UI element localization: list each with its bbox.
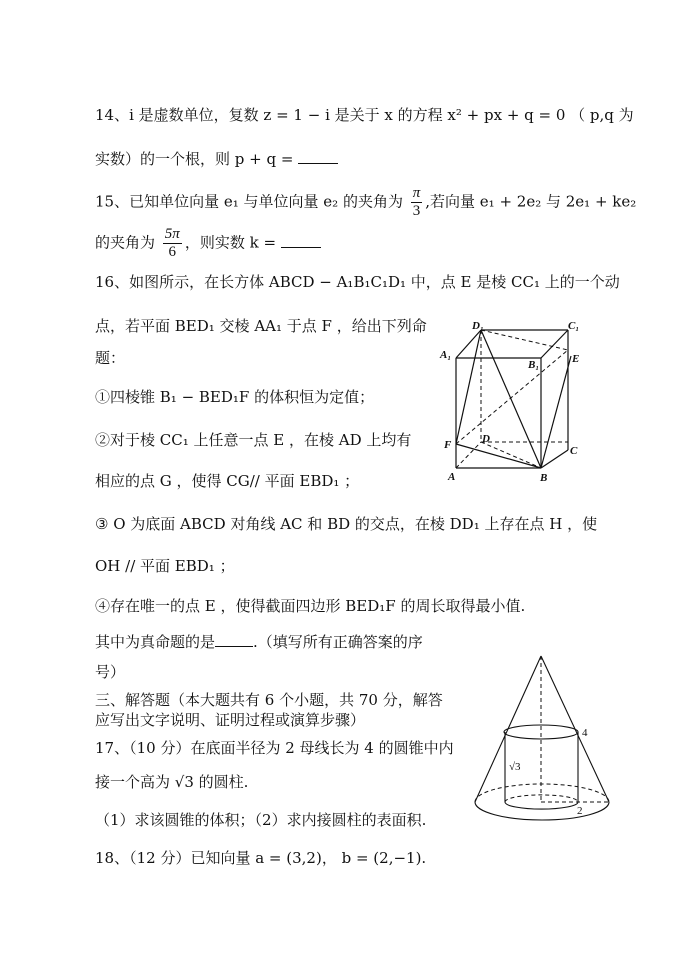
- q16-answer-line: [95, 632, 423, 652]
- q16-proposition-3b: OH // 平面 EBD₁ ；: [95, 557, 235, 575]
- q15-frac-pi-3: [411, 185, 423, 220]
- q16-proposition-1: ①四棱锥 B₁ − BED₁F 的体积恒为定值；: [95, 388, 375, 406]
- label-B: B: [540, 472, 548, 484]
- q16-line2: 点，若平面 BED₁ 交棱 AA₁ 于点 F ，给出下列命: [95, 317, 427, 335]
- label-A1: A₁: [440, 349, 452, 361]
- section3-heading-2: 应写出文字说明、证明过程或演算步骤）: [95, 711, 366, 729]
- label-B1: B₁: [528, 359, 540, 371]
- cone-slant-label: 4: [582, 727, 588, 739]
- q15-line1-b: ,若向量 e₁ + 2e₂ 与 2e₁ + ke₂: [425, 192, 637, 211]
- q15-line2: [95, 226, 321, 261]
- cone-radius-label: 2: [577, 805, 583, 817]
- q16-answer-blank: [215, 632, 253, 647]
- label-D: D: [482, 433, 490, 445]
- q17-line2: 接一个高为 √3 的圆柱.: [95, 773, 249, 791]
- label-F: F: [444, 439, 452, 451]
- q15-line1-a: 15、已知单位向量 e₁ 与单位向量 e₂ 的夹角为: [95, 192, 403, 211]
- q15-line1: [95, 185, 636, 220]
- q15-line2-b: ，则实数 k =: [184, 233, 281, 252]
- q15-frac2-den: 6: [168, 244, 177, 260]
- label-E: E: [572, 353, 580, 365]
- q15-answer-blank: [281, 233, 321, 248]
- q15-frac2-num: 5π: [164, 226, 180, 242]
- label-D1: D₁: [472, 320, 484, 332]
- q16-line1: 16、如图所示，在长方体 ABCD − A₁B₁C₁D₁ 中，点 E 是棱 CC₁ 上的一个动: [95, 273, 620, 291]
- label-C: C: [570, 445, 578, 457]
- q16-answer-line2: 号）: [95, 663, 126, 681]
- q14-answer-blank: [298, 149, 338, 164]
- q15-frac-5pi-6: [163, 226, 182, 261]
- cylinder-height-label: √3: [509, 761, 521, 773]
- q14-line1: 14、i 是虚数单位，复数 z = 1 − i 是关于 x 的方程 x² + px + q = 0 （ p,q 为: [95, 106, 634, 124]
- q17-line1: 17、（10 分）在底面半径为 2 母线长为 4 的圆锥中内: [95, 739, 454, 757]
- q18-line1: 18、（12 分）已知向量 a = (3,2)， b = (2,−1).: [95, 849, 427, 867]
- label-C1: C₁: [568, 320, 580, 332]
- q16-ans-b: .（填写所有正确答案的序: [253, 633, 423, 651]
- q16-line3: 题：: [95, 349, 126, 367]
- label-A: A: [448, 471, 456, 483]
- q16-proposition-3a: ③ O 为底面 ABCD 对角线 AC 和 BD 的交点，在棱 DD₁ 上存在点 H ，使: [95, 515, 598, 533]
- q16-ans-a: 其中为真命题的是: [95, 633, 216, 651]
- cone-figure: [470, 652, 625, 832]
- q15-line2-a: 的夹角为: [95, 233, 156, 252]
- q16-proposition-2b: 相应的点 G ，使得 CG// 平面 EBD₁ ；: [95, 472, 360, 490]
- section3-heading-1: 三、解答题（本大题共有 6 个小题，共 70 分，解答: [95, 691, 443, 709]
- q16-proposition-4: ④存在唯一的点 E ，使得截面四边形 BED₁F 的周长取得最小值.: [95, 597, 526, 615]
- q15-frac1-den: 3: [412, 203, 421, 219]
- q16-proposition-2a: ②对于棱 CC₁ 上任意一点 E ，在棱 AD 上均有: [95, 431, 412, 449]
- q17-line3: （1）求该圆锥的体积；（2）求内接圆柱的表面积.: [95, 811, 427, 829]
- cuboid-figure: [438, 318, 598, 488]
- q14-line2: [95, 149, 338, 169]
- q14-line2-text: 实数）的一个根，则 p + q =: [95, 150, 299, 168]
- q15-frac1-num: π: [412, 185, 421, 201]
